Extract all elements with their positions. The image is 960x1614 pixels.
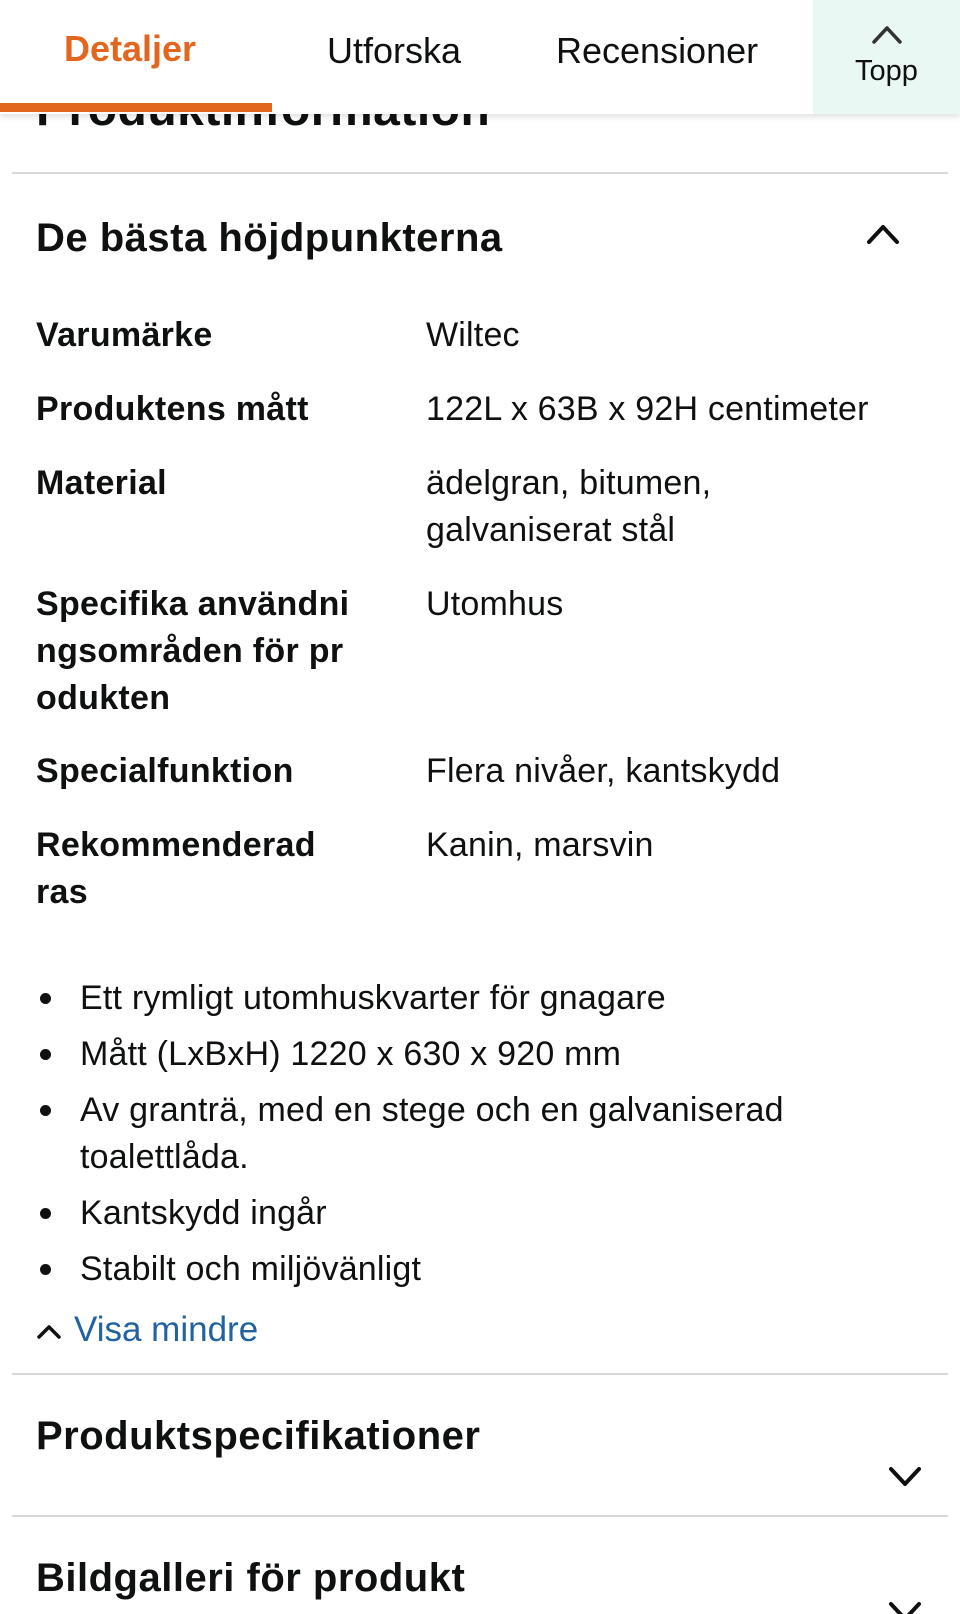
spec-key: Specialfunktion xyxy=(36,752,294,790)
list-item: Ett rymligt utomhuskvarter för gnagare xyxy=(36,975,936,1022)
back-to-top-button[interactable] xyxy=(813,0,960,114)
spec-value: 122L x 63B x 92H centimeter xyxy=(426,390,869,428)
tab-reviews[interactable]: Recensioner xyxy=(556,30,759,71)
spec-key: Rekommenderad ras xyxy=(36,826,316,911)
chevron-down-icon[interactable] xyxy=(888,1465,922,1487)
gallery-section-title[interactable]: Bildgalleri för produkt xyxy=(36,1556,466,1600)
divider xyxy=(12,1373,948,1375)
list-item: Kantskydd ingår xyxy=(36,1190,936,1237)
chevron-down-icon[interactable] xyxy=(888,1600,922,1614)
spec-value: ädelgran, bitumen, galvaniserat stål xyxy=(426,464,712,549)
divider xyxy=(12,172,948,174)
bullet-icon xyxy=(40,1264,51,1275)
bullet-icon xyxy=(40,1208,51,1219)
spec-key: Varumärke xyxy=(36,316,213,354)
spec-value: Utomhus xyxy=(426,585,564,623)
sticky-tab-bar xyxy=(0,0,960,114)
highlights-section-title[interactable]: De bästa höjdpunkterna xyxy=(36,216,503,260)
divider xyxy=(12,1515,948,1517)
chevron-up-icon xyxy=(36,1323,62,1340)
tab-explore[interactable]: Utforska xyxy=(327,30,462,71)
list-item: Av granträ, med en stege och en galvaniserad toalettlåda. xyxy=(36,1087,866,1181)
back-to-top-label: Topp xyxy=(855,55,918,87)
spec-key: Produktens mått xyxy=(36,390,309,428)
chevron-up-icon xyxy=(871,22,903,46)
spec-value: Flera nivåer, kantskydd xyxy=(426,752,781,790)
bullet-icon xyxy=(40,993,51,1004)
show-less-label: Visa mindre xyxy=(74,1310,259,1349)
bullet-icon xyxy=(40,1049,51,1060)
highlights-bullet-list xyxy=(36,975,936,1302)
chevron-up-icon[interactable] xyxy=(866,223,900,245)
tab-details[interactable]: Detaljer xyxy=(64,28,197,69)
spec-value: Wiltec xyxy=(426,316,520,354)
active-tab-indicator xyxy=(0,103,272,112)
product-specs-section-title[interactable]: Produktspecifikationer xyxy=(36,1414,481,1458)
bullet-icon xyxy=(40,1105,51,1116)
spec-key: Material xyxy=(36,464,167,502)
list-item: Mått (LxBxH) 1220 x 630 x 920 mm xyxy=(36,1031,936,1078)
spec-value: Kanin, marsvin xyxy=(426,826,654,864)
spec-key: Specifika användningsområden för produkten xyxy=(36,585,350,717)
list-item: Stabilt och miljövänligt xyxy=(36,1246,936,1293)
